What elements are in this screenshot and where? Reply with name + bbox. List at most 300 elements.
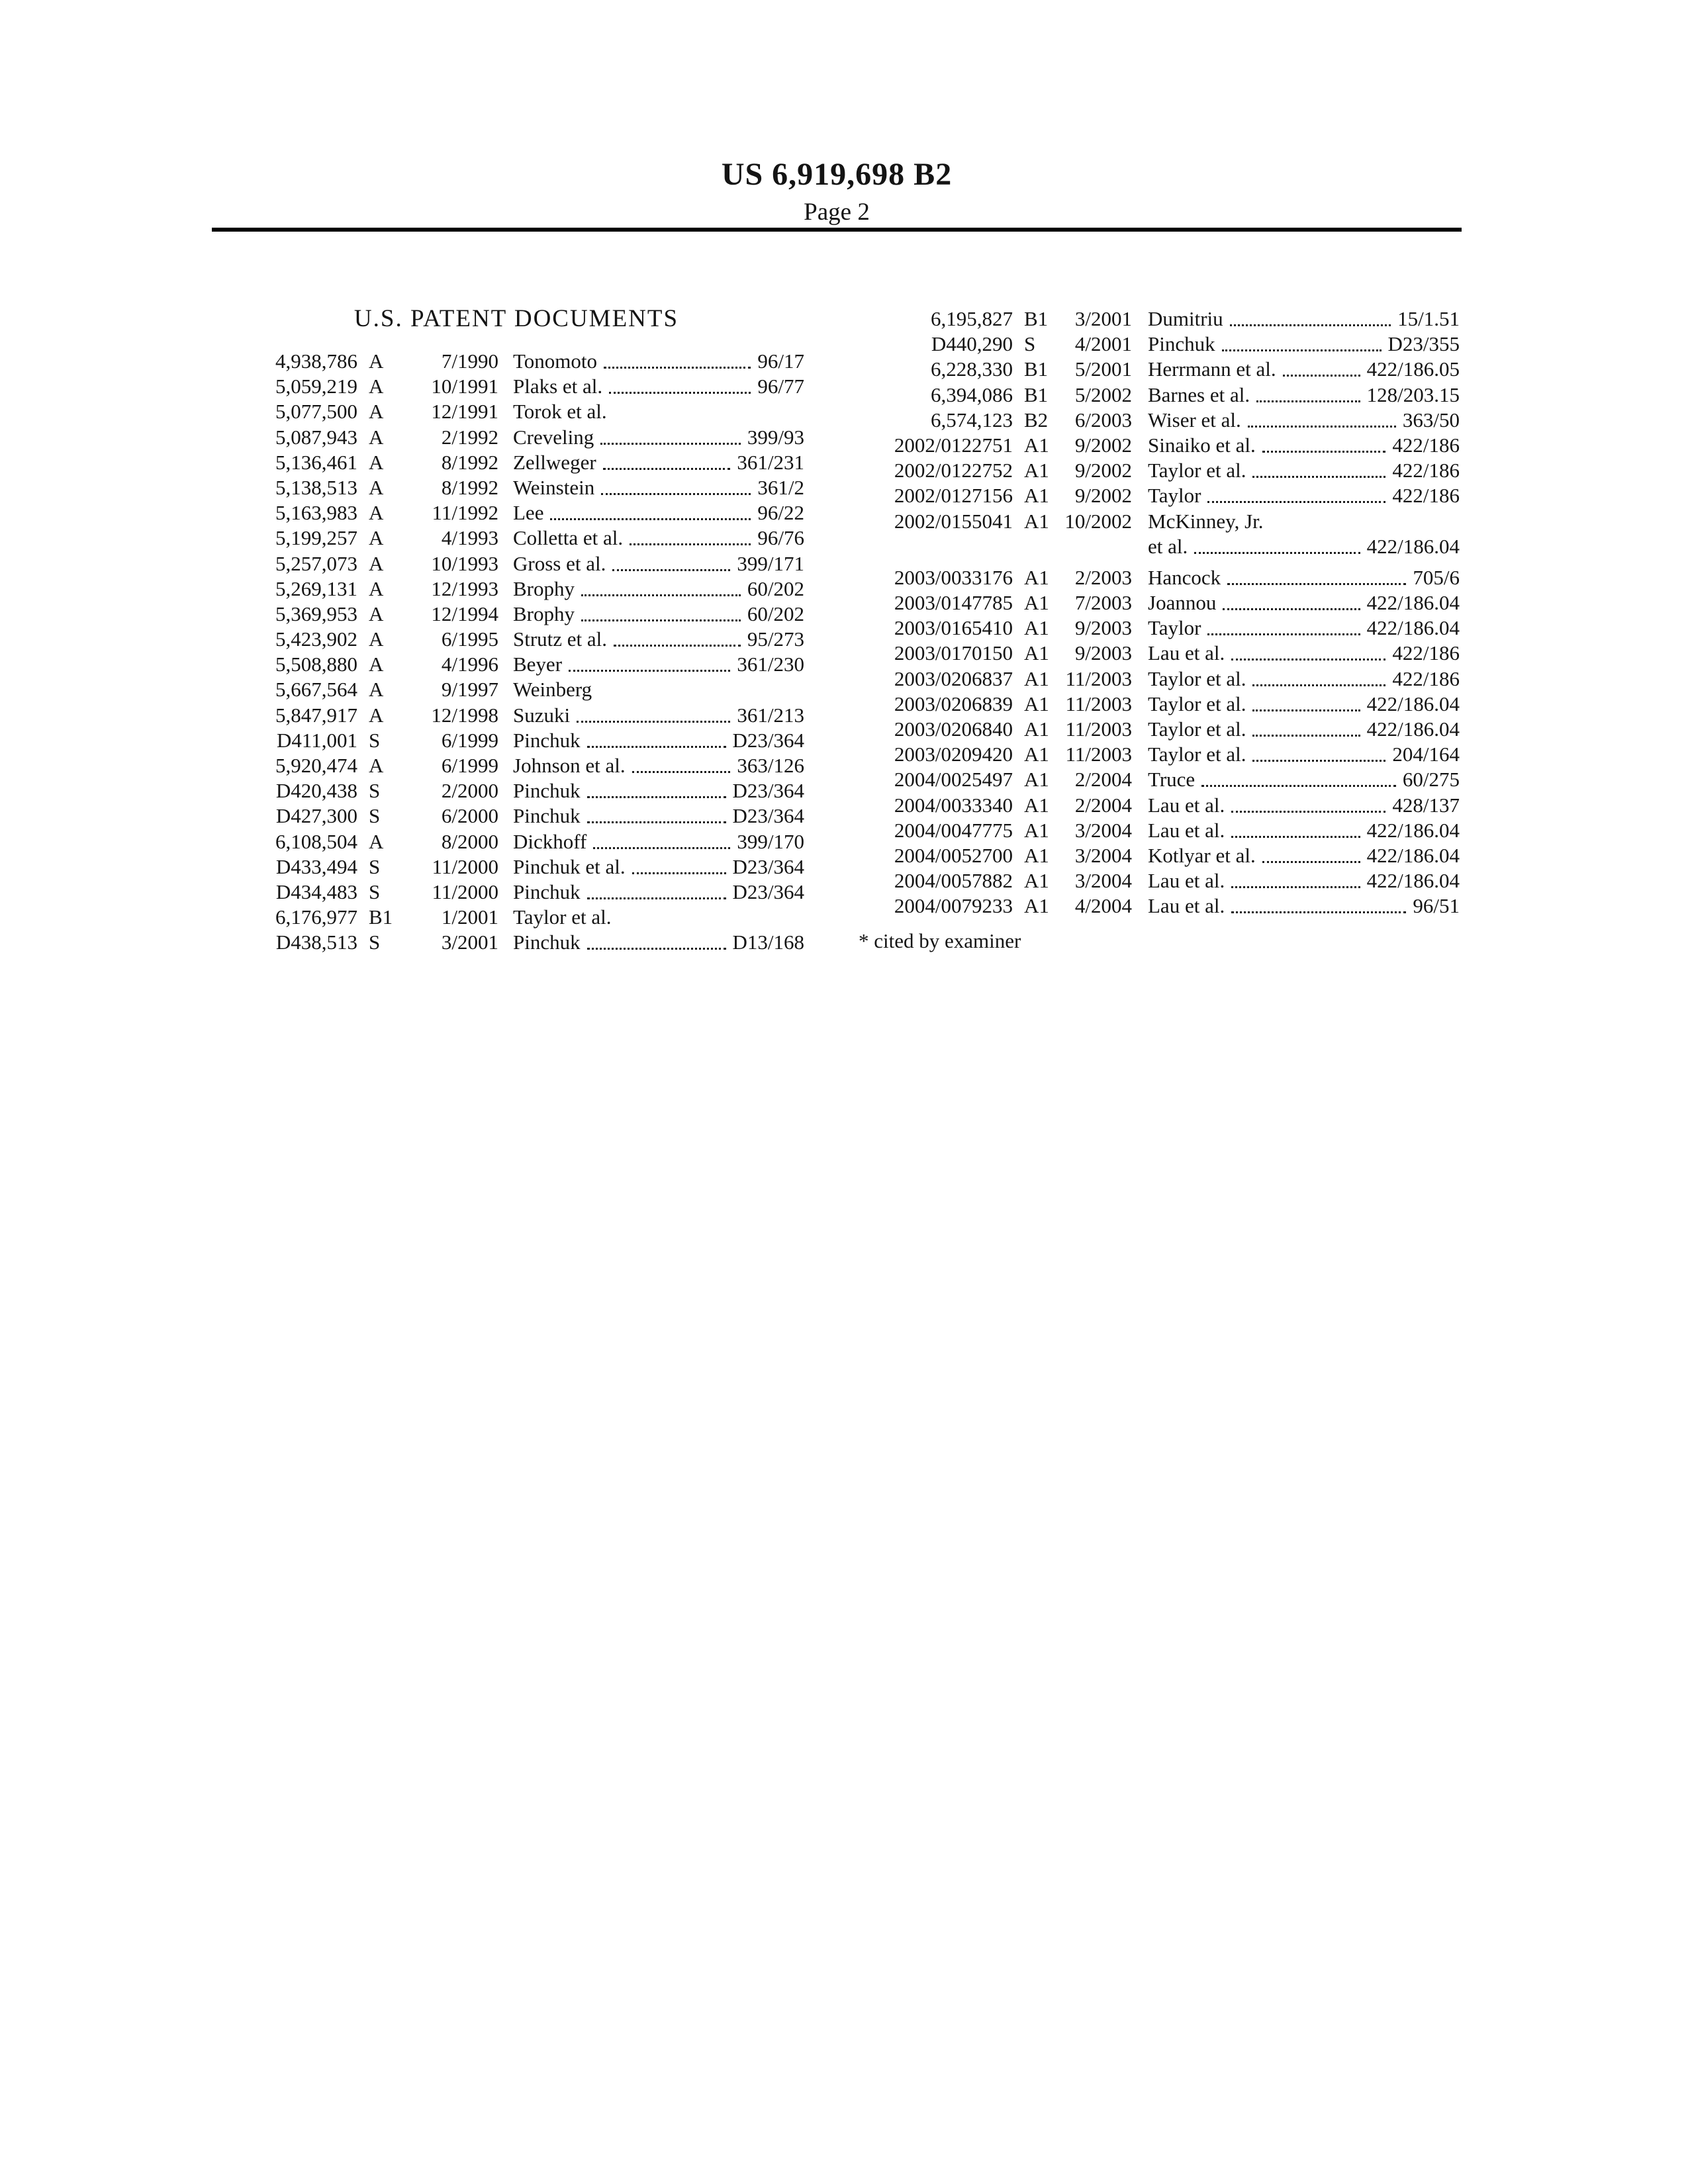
patent-number-cell: 6,394,086: [931, 383, 1013, 406]
dot-leader: [632, 854, 726, 874]
dot-leader: [587, 728, 726, 748]
patent-citation-row: [852, 893, 1460, 919]
kind-code-cell: A1: [1024, 768, 1049, 792]
citation-name-area: [498, 576, 804, 602]
patent-citation-row: [255, 677, 804, 702]
dot-leader: [1256, 383, 1360, 402]
patent-citation-row: [255, 576, 804, 602]
citation-name-area: [498, 880, 804, 905]
patent-citation-row: [255, 728, 804, 753]
kind-code-cell: A: [369, 653, 384, 676]
dot-leader: [587, 930, 726, 950]
dot-leader: [604, 349, 751, 369]
class-reference: 422/186.04: [1366, 869, 1460, 893]
inventor-name: Taylor et al.: [1148, 459, 1246, 482]
class-reference: 422/186.04: [1366, 534, 1460, 558]
patent-number-cell: 2002/0155041: [894, 509, 1013, 533]
inventor-name: Pinchuk: [1148, 332, 1215, 356]
patent-citation-row: [255, 880, 804, 905]
class-reference: 705/6: [1413, 565, 1460, 589]
dot-leader: [587, 803, 726, 823]
citation-name-area: [1132, 590, 1460, 615]
citation-name-area: [1132, 843, 1460, 868]
date-cell: 2/2000: [441, 779, 498, 803]
patent-citation-row: [852, 818, 1460, 843]
patent-number-cell: 6,228,330: [931, 357, 1013, 381]
patent-citation-row: [852, 692, 1460, 717]
date-cell: 6/2000: [441, 804, 498, 828]
patent-citation-row: [852, 793, 1460, 818]
dot-leader: [630, 525, 751, 545]
kind-code-cell: [1013, 534, 1053, 559]
patent-number-cell: 5,920,474: [275, 754, 357, 777]
kind-code-cell: A: [369, 475, 384, 499]
dot-leader: [1252, 666, 1385, 686]
citations-column-right: [852, 306, 1460, 919]
date-cell: 11/1992: [432, 501, 498, 525]
kind-code-cell: A1: [1024, 843, 1049, 867]
patent-citation-row: [255, 854, 804, 880]
date-cell: 12/1994: [431, 602, 498, 625]
citation-name-area: [1132, 565, 1460, 590]
dot-leader: [1248, 408, 1396, 428]
inventor-name: Taylor: [1148, 484, 1201, 508]
inventor-name: Herrmann et al.: [1148, 357, 1276, 381]
patent-number-cell: 5,423,902: [275, 627, 357, 651]
dot-leader: [600, 425, 741, 445]
inventor-name: Colletta et al.: [513, 526, 624, 550]
patent-number-cell: 5,257,073: [275, 551, 357, 575]
citation-name-area: [498, 854, 804, 880]
patent-citation-row: [852, 590, 1460, 615]
date-cell: 9/1997: [441, 678, 498, 702]
patent-number-cell: 2002/0122751: [894, 433, 1013, 457]
inventor-name: Wiser et al.: [1148, 408, 1241, 432]
kind-code-cell: A: [369, 400, 384, 424]
inventor-name: Creveling: [513, 425, 594, 449]
header-divider-rule: [212, 228, 1462, 232]
citation-name-area: [498, 475, 804, 500]
kind-code-cell: B2: [1024, 408, 1049, 432]
citation-name-area: [1132, 357, 1460, 382]
date-cell: 11/2003: [1065, 743, 1132, 766]
patent-citation-row: [255, 374, 804, 399]
kind-code-cell: A1: [1024, 869, 1049, 893]
citations-column-left: [255, 349, 804, 956]
citation-name-area: [1132, 818, 1460, 843]
citation-name-area: [498, 753, 804, 778]
patent-number-cell: D434,483: [275, 880, 357, 903]
citation-name-area: [498, 551, 804, 576]
inventor-name: Hancock: [1148, 565, 1221, 589]
class-reference: 422/186: [1392, 484, 1460, 508]
patent-number-cell: 2003/0206839: [894, 692, 1013, 715]
dot-leader: [1252, 742, 1385, 762]
citation-name-area: [498, 905, 804, 930]
kind-code-cell: A1: [1024, 509, 1049, 533]
patent-citation-row: [255, 425, 804, 450]
inventor-name: et al.: [1148, 534, 1188, 558]
kind-code-cell: A1: [1024, 459, 1049, 482]
kind-code-cell: A1: [1024, 591, 1049, 615]
class-reference: 422/186.04: [1366, 717, 1460, 741]
date-cell: 10/1993: [431, 551, 498, 575]
patent-citation-row: [852, 332, 1460, 357]
patent-number-cell: 5,369,953: [275, 602, 357, 625]
patent-citation-row: [852, 767, 1460, 792]
class-reference: 363/126: [737, 754, 804, 777]
class-reference: 128/203.15: [1366, 383, 1460, 406]
class-reference: 361/231: [737, 450, 804, 474]
patent-citation-row: [255, 652, 804, 677]
inventor-name: Gross et al.: [513, 551, 606, 575]
inventor-name: Taylor: [1148, 616, 1201, 640]
kind-code-cell: S: [369, 854, 381, 878]
inventor-name: Pinchuk: [513, 931, 581, 954]
date-cell: 2/1992: [441, 425, 498, 449]
dot-leader: [581, 602, 741, 621]
patent-number-cell: 5,847,917: [275, 703, 357, 727]
citation-name-area: [1132, 868, 1460, 893]
dot-leader: [603, 450, 731, 470]
citation-name-area: [498, 627, 804, 652]
patent-citation-row: [852, 483, 1460, 508]
page-number-label: Page 2: [804, 199, 870, 226]
patent-number-cell: 2003/0170150: [894, 641, 1013, 665]
inventor-name: Plaks et al.: [513, 375, 603, 398]
patent-number-cell: 5,163,983: [275, 501, 357, 525]
class-reference: 96/77: [757, 375, 804, 398]
class-reference: 361/213: [737, 703, 804, 727]
inventor-name: Taylor et al.: [513, 905, 612, 929]
patent-number-cell: 5,667,564: [275, 678, 357, 702]
citation-name-area: [498, 500, 804, 525]
patent-number-cell: 2003/0147785: [894, 591, 1013, 615]
footnote-container: [852, 919, 1460, 954]
kind-code-cell: A1: [1024, 894, 1049, 918]
dot-leader: [1201, 767, 1396, 787]
kind-code-cell: S: [369, 779, 381, 803]
patent-number-cell: 5,136,461: [275, 450, 357, 474]
kind-code-cell: A: [369, 349, 384, 373]
date-cell: 6/1999: [441, 754, 498, 777]
patent-citation-row: [852, 565, 1460, 590]
patent-citation-row: [852, 509, 1460, 534]
citation-name-area: [1132, 408, 1460, 433]
date-cell: 11/2003: [1065, 717, 1132, 741]
date-cell: 4/2004: [1074, 894, 1132, 918]
patent-citation-row: [255, 778, 804, 803]
dot-leader: [632, 753, 731, 773]
citation-name-area: [498, 829, 804, 854]
kind-code-cell: S: [369, 880, 381, 903]
kind-code-cell: A1: [1024, 641, 1049, 665]
inventor-name: Truce: [1148, 768, 1196, 792]
kind-code-cell: A: [369, 627, 384, 651]
inventor-name: Taylor et al.: [1148, 717, 1246, 741]
citation-name-area: [498, 399, 804, 424]
date-cell: 9/2003: [1074, 641, 1132, 665]
patent-citation-row: [255, 399, 804, 424]
patent-number-cell: 2003/0165410: [894, 616, 1013, 640]
dot-leader: [1231, 818, 1360, 838]
section-heading-us-patent-documents: U.S. PATENT DOCUMENTS: [353, 305, 679, 332]
class-reference: 422/186.04: [1366, 818, 1460, 842]
patent-number-cell: [852, 534, 1013, 559]
patent-number-cell: 5,059,219: [275, 375, 357, 398]
inventor-name: Lau et al.: [1148, 894, 1225, 918]
kind-code-cell: A1: [1024, 818, 1049, 842]
page-header: [212, 156, 1462, 228]
kind-code-cell: S: [369, 804, 381, 828]
patent-citation-row: [852, 615, 1460, 641]
kind-code-cell: S: [369, 931, 381, 954]
patent-number-cell: 5,199,257: [275, 526, 357, 550]
inventor-name: Pinchuk: [513, 880, 581, 903]
kind-code-cell: A: [369, 425, 384, 449]
date-cell: 2/2003: [1074, 565, 1132, 589]
patent-number-cell: 2003/0033176: [894, 565, 1013, 589]
date-cell: 10/2002: [1064, 509, 1132, 533]
class-reference: D23/364: [732, 728, 804, 752]
citation-name-area: [1132, 666, 1460, 692]
class-reference: 399/171: [737, 551, 804, 575]
patent-citation-row: [255, 829, 804, 854]
date-cell: 6/2003: [1074, 408, 1132, 432]
patent-number-cell: 2002/0127156: [894, 484, 1013, 508]
class-reference: 60/275: [1402, 768, 1460, 792]
dot-leader: [550, 500, 751, 520]
date-cell: 3/2004: [1074, 843, 1132, 867]
citation-name-area: [498, 930, 804, 955]
dot-leader: [1262, 433, 1386, 453]
inventor-name: Lau et al.: [1148, 818, 1225, 842]
dot-leader: [1231, 893, 1406, 913]
inventor-name: McKinney, Jr.: [1148, 509, 1264, 533]
dot-leader: [587, 880, 726, 899]
inventor-name: Weinberg: [513, 678, 592, 702]
inventor-name: Lau et al.: [1148, 641, 1225, 665]
inventor-name: Brophy: [513, 576, 575, 600]
date-cell: 7/2003: [1074, 591, 1132, 615]
date-cell: 9/2002: [1074, 459, 1132, 482]
date-cell: [1053, 534, 1132, 559]
date-cell: 11/2000: [432, 854, 498, 878]
dot-leader: [1230, 306, 1391, 326]
date-cell: 9/2002: [1074, 484, 1132, 508]
kind-code-cell: B1: [1024, 383, 1049, 406]
patent-citation-row: [255, 803, 804, 829]
patent-citation-row: [255, 753, 804, 778]
patent-number-cell: 5,077,500: [275, 400, 357, 424]
class-reference: 428/137: [1392, 793, 1460, 817]
class-reference: 361/230: [737, 653, 804, 676]
class-reference: 96/17: [757, 349, 804, 373]
inventor-name: Lau et al.: [1148, 869, 1225, 893]
kind-code-cell: A1: [1024, 565, 1049, 589]
dot-leader: [1252, 458, 1385, 478]
date-cell: 3/2001: [441, 931, 498, 954]
dot-leader: [581, 576, 741, 596]
class-reference: D13/168: [732, 931, 804, 954]
inventor-name: Pinchuk: [513, 804, 581, 828]
patent-number-cell: 2004/0079233: [894, 894, 1013, 918]
patent-number-cell: 6,195,827: [931, 307, 1013, 330]
date-cell: 9/2003: [1074, 616, 1132, 640]
patent-citation-continuation-row: [852, 534, 1460, 559]
kind-code-cell: A: [369, 678, 384, 702]
class-reference: 361/2: [757, 475, 804, 499]
inventor-name: Pinchuk: [513, 779, 581, 803]
kind-code-cell: S: [1024, 332, 1036, 356]
kind-code-cell: A1: [1024, 484, 1049, 508]
patent-publication-number: US 6,919,698 B2: [721, 157, 953, 192]
kind-code-cell: A: [369, 576, 384, 600]
patent-citation-row: [255, 905, 804, 930]
patent-citation-row: [852, 742, 1460, 767]
kind-code-cell: A: [369, 526, 384, 550]
citation-name-area: [1132, 641, 1460, 666]
date-cell: 5/2001: [1074, 357, 1132, 381]
inventor-name: Pinchuk: [513, 728, 581, 752]
dot-leader: [1222, 332, 1382, 351]
citation-name-area: [498, 602, 804, 627]
patent-number-cell: 2003/0206837: [894, 666, 1013, 690]
class-reference: 95/273: [747, 627, 804, 651]
patent-citation-row: [852, 641, 1460, 666]
patent-citation-row: [852, 868, 1460, 893]
date-cell: 3/2004: [1074, 818, 1132, 842]
citation-name-area: [1132, 893, 1460, 919]
kind-code-cell: A: [369, 450, 384, 474]
citation-name-area: [1132, 458, 1460, 483]
kind-code-cell: A1: [1024, 793, 1049, 817]
inventor-name: Kotlyar et al.: [1148, 843, 1256, 867]
patent-citation-row: [852, 843, 1460, 868]
class-reference: 96/76: [757, 526, 804, 550]
dot-leader: [609, 374, 751, 394]
date-cell: 7/1990: [441, 349, 498, 373]
citation-name-area: [1132, 332, 1460, 357]
citation-name-area: [498, 703, 804, 728]
class-reference: 399/170: [737, 829, 804, 853]
patent-number-cell: 2004/0052700: [894, 843, 1013, 867]
class-reference: 60/202: [747, 602, 804, 625]
inventor-name: Taylor et al.: [1148, 743, 1246, 766]
inventor-name: Weinstein: [513, 475, 595, 499]
kind-code-cell: A: [369, 602, 384, 625]
date-cell: 11/2000: [432, 880, 498, 903]
date-cell: 3/2004: [1074, 869, 1132, 893]
inventor-name: Lee: [513, 501, 544, 525]
date-cell: 4/2001: [1074, 332, 1132, 356]
date-cell: 5/2002: [1074, 383, 1132, 406]
class-reference: 96/22: [757, 501, 804, 525]
dot-leader: [1283, 357, 1360, 377]
inventor-name: Taylor et al.: [1148, 666, 1246, 690]
citation-name-area: [1132, 615, 1460, 641]
kind-code-cell: A: [369, 551, 384, 575]
date-cell: 6/1995: [441, 627, 498, 651]
citation-name-area: [498, 803, 804, 829]
inventor-name: Suzuki: [513, 703, 571, 727]
kind-code-cell: B1: [369, 905, 393, 929]
patent-citation-row: [255, 349, 804, 374]
kind-code-cell: B1: [1024, 357, 1049, 381]
citation-name-area: [498, 778, 804, 803]
dot-leader: [1252, 717, 1360, 737]
dot-leader: [1227, 565, 1406, 585]
citation-name-area: [1132, 767, 1460, 792]
kind-code-cell: A1: [1024, 717, 1049, 741]
dot-leader: [577, 703, 730, 723]
citation-name-area: [1132, 692, 1460, 717]
class-reference: 422/186.04: [1366, 843, 1460, 867]
kind-code-cell: S: [369, 728, 381, 752]
kind-code-cell: A: [369, 754, 384, 777]
inventor-name: Dumitriu: [1148, 307, 1223, 330]
inventor-name: Dickhoff: [513, 829, 587, 853]
citation-name-area: [1132, 383, 1460, 408]
date-cell: 4/1993: [441, 526, 498, 550]
class-reference: D23/364: [732, 854, 804, 878]
class-reference: 422/186.04: [1366, 591, 1460, 615]
kind-code-cell: A: [369, 829, 384, 853]
kind-code-cell: A1: [1024, 666, 1049, 690]
date-cell: 11/2003: [1065, 692, 1132, 715]
patent-number-cell: D420,438: [275, 779, 357, 803]
kind-code-cell: A: [369, 501, 384, 525]
date-cell: 11/2003: [1065, 666, 1132, 690]
patent-citation-row: [852, 666, 1460, 692]
dot-leader: [612, 551, 730, 571]
dot-leader: [614, 627, 741, 647]
citation-name-area: [498, 349, 804, 374]
date-cell: 9/2002: [1074, 433, 1132, 457]
patent-citation-row: [852, 306, 1460, 332]
kind-code-cell: B1: [1024, 307, 1049, 330]
class-reference: 204/164: [1392, 743, 1460, 766]
patent-number-cell: D427,300: [275, 804, 357, 828]
dot-leader: [1207, 615, 1360, 635]
patent-number-cell: D438,513: [275, 931, 357, 954]
patent-citation-row: [852, 383, 1460, 408]
inventor-name: Beyer: [513, 653, 563, 676]
patent-citation-row: [255, 551, 804, 576]
patent-number-cell: D433,494: [275, 854, 357, 878]
class-reference: D23/355: [1387, 332, 1460, 356]
kind-code-cell: A1: [1024, 616, 1049, 640]
patent-citation-row: [255, 602, 804, 627]
patent-citation-row: [852, 408, 1460, 433]
patent-citation-row: [255, 450, 804, 475]
class-reference: 422/186: [1392, 459, 1460, 482]
class-reference: 422/186: [1392, 641, 1460, 665]
patent-number-cell: 5,508,880: [275, 653, 357, 676]
kind-code-cell: A: [369, 703, 384, 727]
patent-citation-row: [852, 717, 1460, 742]
patent-number-cell: 5,138,513: [275, 475, 357, 499]
patent-citation-row: [852, 357, 1460, 382]
patent-number-cell: D440,290: [931, 332, 1013, 356]
patent-number-cell: 2003/0206840: [894, 717, 1013, 741]
patent-citation-row: [852, 458, 1460, 483]
date-cell: 12/1993: [431, 576, 498, 600]
patent-number-cell: 5,087,943: [275, 425, 357, 449]
inventor-name: Barnes et al.: [1148, 383, 1250, 406]
citation-name-area: [1132, 534, 1460, 559]
dot-leader: [1262, 843, 1360, 863]
